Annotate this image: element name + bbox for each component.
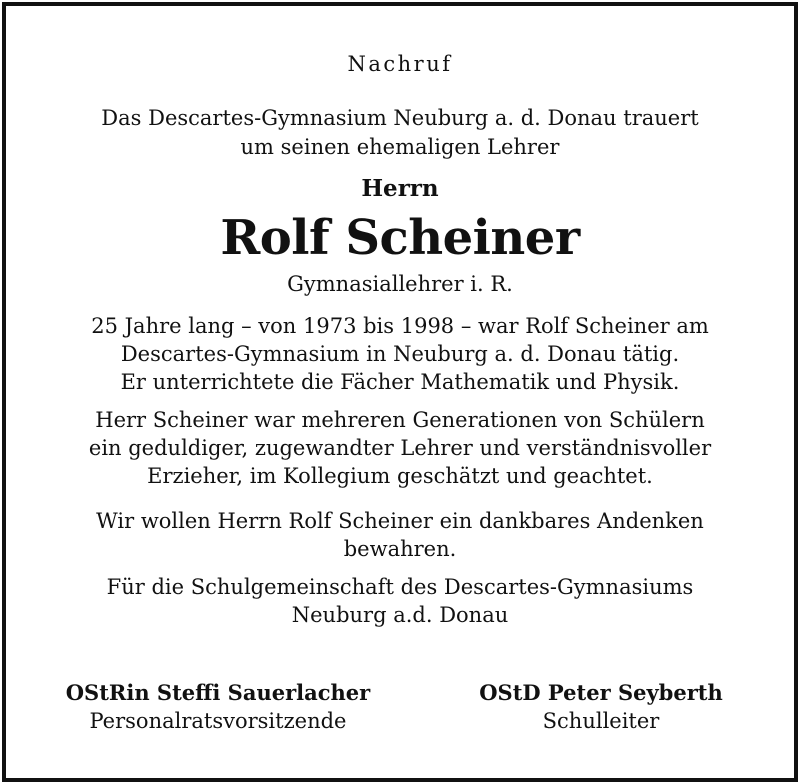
salutation: Herrn (361, 175, 439, 202)
signatory-right (401, 678, 800, 736)
signatory-right-name: OStD Peter Seyberth (479, 680, 723, 705)
paragraph-2-line-2: ein geduldiger, zugewandter Lehrer und verständnisvoller (88, 436, 712, 460)
closing-line-2: Neuburg a.d. Donau (291, 603, 509, 627)
closing-line-1: Für die Schulgemeinschaft des Descartes-Gymnasiums (106, 575, 694, 599)
paragraph-3-line-2: bewahren. (343, 537, 457, 561)
intro-line-2: um seinen ehemaligen Lehrer (240, 135, 560, 159)
deceased-title: Gymnasiallehrer i. R. (287, 272, 513, 296)
signatory-left-role: Personalratsvorsitzende (89, 709, 347, 733)
paragraph-3-line-1: Wir wollen Herrn Rolf Scheiner ein dankbares Andenken (96, 509, 704, 533)
paragraph-1-line-3: Er unterrichtete die Fächer Mathematik und Physik. (120, 370, 680, 394)
heading: Nachruf (347, 52, 453, 76)
intro-line-1: Das Descartes-Gymnasium Neuburg a. d. Donau trauert (101, 106, 699, 130)
paragraph-1-line-2: Descartes-Gymnasium in Neuburg a. d. Donau tätig. (120, 342, 680, 366)
paragraph-1-line-1: 25 Jahre lang – von 1973 bis 1998 – war Rolf Scheiner am (91, 314, 709, 338)
signatory-left (18, 678, 418, 736)
paragraph-2-line-1: Herr Scheiner war mehreren Generationen von Schülern (95, 408, 705, 432)
paragraph-2-line-3: Erzieher, im Kollegium geschätzt und geachtet. (147, 464, 653, 488)
signatory-left-name: OStRin Steffi Sauerlacher (65, 680, 371, 705)
signatory-right-role: Schulleiter (542, 709, 660, 733)
deceased-name: Rolf Scheiner (220, 210, 580, 266)
